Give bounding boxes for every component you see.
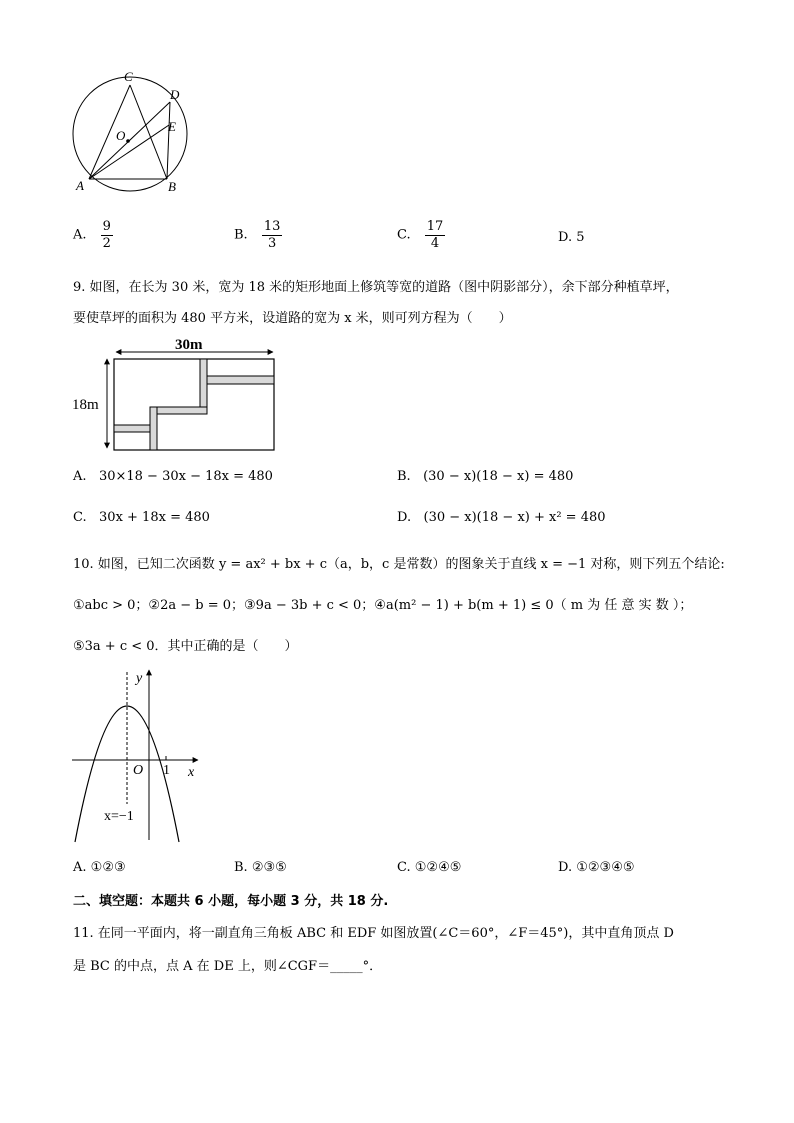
height-label: 18m [72,397,99,413]
q9-stem-line1: 9. 如图，在长为 30 米，宽为 18 米的矩形地面上修筑等宽的道路（图中阴影部分），余下部分种植草坪， [73,280,679,295]
road-upper-horizontal [207,376,274,384]
option-letter: D. [397,510,412,525]
q10-option-c[interactable] [397,860,461,875]
option-fraction: $\frac{13}{3}$ [263,219,281,251]
option-letter: A. [73,469,87,484]
q9-field-figure [70,335,285,455]
q10-option-a[interactable] [73,860,126,875]
q9-stem-line2: 要使草坪的面积为 480 平方米，设道路的宽为 x 米，则可列方程为（ ） [73,311,512,326]
option-value: 5 [576,230,585,245]
option-value: ②③⑤ [251,860,287,875]
option-equation: 30×18 − 30x − 18x = 480 [98,469,273,484]
symmetry-label: x=−1 [104,809,134,824]
q10-option-d[interactable] [558,860,635,875]
center-dot [126,139,130,143]
road-lower-horizontal [114,425,150,432]
label-d: D [170,87,180,102]
option-letter: D. [558,230,573,245]
q9-option-d[interactable] [397,510,606,525]
origin-label: O [133,763,144,778]
y-label: y [136,671,143,686]
width-label: 30m [175,337,203,353]
option-letter: D. [558,860,573,875]
option-letter: B. [234,860,248,875]
label-c: C [124,69,133,84]
q10-stem-line2: ①abc > 0；②2a − b = 0；③9a − 3b + c < 0；④a(m² − 1) + b(m + 1) ≤ 0（ m 为 任 意 实 数 ）； [73,598,693,613]
segment-bc [130,85,167,179]
q10-option-b[interactable] [234,860,287,875]
section-title: 二、填空题：本题共 6 小题，每小题 3 分，共 18 分. [73,894,389,909]
q8-option-d[interactable] [558,230,585,245]
option-value: ①②④⑤ [414,860,462,875]
x-label: x [188,765,195,780]
q11-stem-line2: 是 BC 的中点，点 A 在 DE 上，则∠CGF＝_____°． [73,959,383,974]
q9-option-c[interactable] [73,510,210,525]
option-letter: C. [73,510,87,525]
q8-option-a[interactable] [73,220,113,250]
one-label: 1 [163,763,170,778]
q10-stem-line3: ⑤3a + c < 0．其中正确的是（ ） [73,639,298,654]
option-equation: (30 − x)(18 − x) + x² = 480 [423,510,606,525]
label-b: B [168,179,176,194]
q8-option-c[interactable] [397,220,445,250]
road-vertical-lower [150,407,157,450]
label-o: O [116,128,126,143]
q10-parabola-figure [68,664,208,846]
q8-circle-figure [60,62,200,200]
q11-stem-line1: 11. 在同一平面内，将一副直角三角板 ABC 和 EDF 如图放置(∠C＝60°，∠F＝45°)，其中直角顶点 D [73,926,674,941]
label-e: E [168,119,176,134]
option-value: ①②③④⑤ [576,860,635,875]
q8-option-b[interactable] [234,220,282,250]
road-vertical-upper [200,359,207,414]
option-letter: B. [234,227,248,243]
segment-bd [167,102,170,179]
option-letter: C. [397,860,411,875]
option-letter: C. [397,227,411,243]
option-fraction: $\frac{17}{4}$ [426,219,444,251]
label-a: A [76,178,84,193]
option-value: ①②③ [90,860,126,875]
field-rect [114,359,274,450]
road-middle-horizontal [150,407,207,414]
option-letter: A. [73,227,87,243]
option-equation: 30x + 18x = 480 [99,510,210,525]
q9-option-b[interactable] [397,469,573,484]
q9-option-a[interactable] [73,469,273,484]
option-fraction: $\frac{9}{2}$ [102,219,111,251]
q10-stem-line1: 10. 如图，已知二次函数 y = ax² + bx + c（a，b，c 是常数）的图象关于直线 x = −1 对称，则下列五个结论: [73,557,725,572]
option-equation: (30 − x)(18 − x) = 480 [423,469,574,484]
option-letter: B. [397,469,411,484]
option-letter: A. [73,860,87,875]
